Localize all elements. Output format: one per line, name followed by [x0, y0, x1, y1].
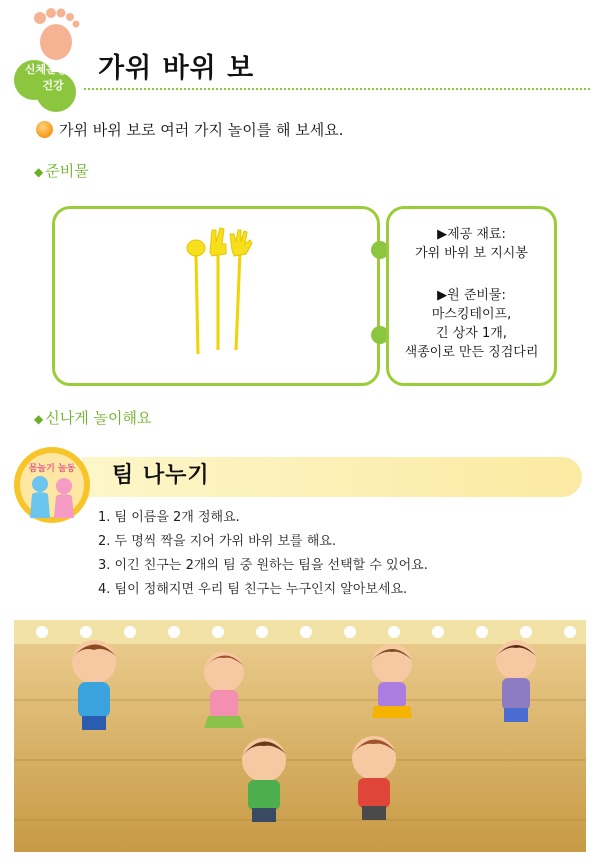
activity-badge-label: 몸놀기 놀동: [28, 464, 76, 474]
step-item: 3. 이긴 친구는 2개의 팀 중 원하는 팀을 선택할 수 있어요.: [98, 558, 428, 573]
kids-badge-icon: [22, 474, 82, 518]
step-item: 4. 팀이 정해지면 우리 팀 친구는 누구인지 알아보세요.: [98, 582, 408, 597]
section-play-label: 신나게 놀이해요: [45, 409, 152, 427]
step-item: 2. 두 명씩 짝을 지어 가위 바위 보를 해요.: [98, 534, 336, 549]
orange-dot-icon: [36, 121, 53, 138]
own-materials: [389, 286, 554, 362]
provided-materials: [389, 225, 554, 263]
provided-heading: ▶제공 재료:: [437, 227, 506, 242]
own-heading: ▶원 준비물:: [437, 288, 506, 303]
category-badge-text: [14, 62, 78, 110]
section-prep-label: 준비물: [45, 162, 89, 180]
footprint-icon: [22, 6, 82, 62]
title-divider: [84, 88, 590, 90]
diamond-bullet-icon: ◆: [34, 165, 44, 179]
page-title: 가위 바위 보: [98, 53, 255, 84]
diamond-bullet-icon: ◆: [34, 412, 44, 426]
steps-list: [98, 506, 428, 602]
team-title: 팀 나누기: [112, 463, 210, 488]
intro-text: 가위 바위 보로 여러 가지 놀이를 해 보세요.: [59, 121, 344, 139]
badge-line2: 건강: [42, 79, 64, 92]
section-play: [34, 407, 151, 428]
own-item: 긴 상자 1개,: [436, 326, 507, 341]
children-playing-illustration: [14, 620, 586, 852]
intro-line: [36, 119, 343, 140]
rps-sticks-icon: [178, 226, 258, 358]
own-item: 색종이로 만든 징검다리: [404, 345, 539, 360]
provided-item: 가위 바위 보 지시봉: [415, 246, 528, 261]
own-item: 마스킹테이프,: [431, 307, 512, 322]
section-prep: [34, 160, 89, 181]
step-item: 1. 팀 이름을 2개 정해요.: [98, 510, 240, 525]
badge-line1: 신체운동: [24, 63, 68, 76]
